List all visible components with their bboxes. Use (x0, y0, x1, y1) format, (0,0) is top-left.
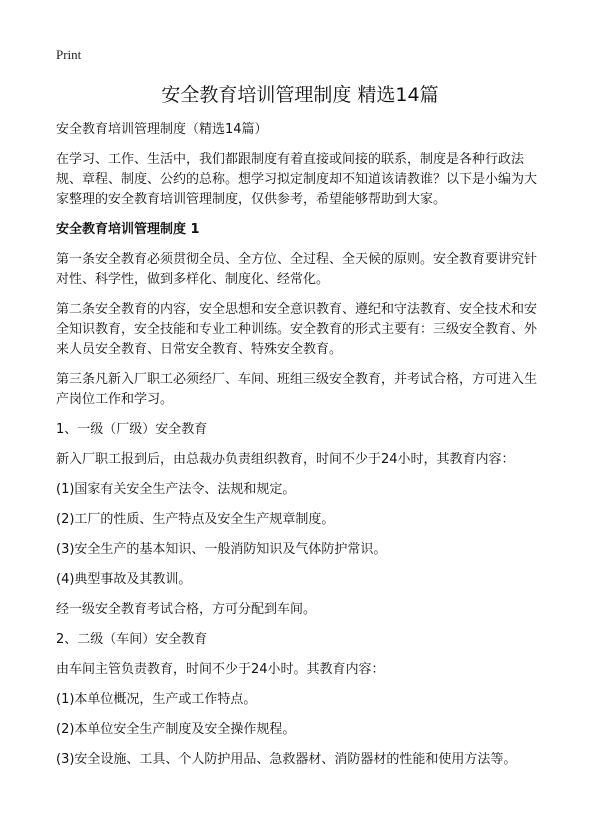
list-item: (2)本单位安全生产制度及安全操作规程。 (56, 722, 296, 737)
section-heading: 安全教育培训管理制度 1 (56, 222, 200, 237)
list-item: 1、一级（厂级）安全教育 (56, 422, 208, 437)
article-body (56, 120, 548, 780)
list-item: 2、二级（车间）安全教育 (56, 632, 208, 647)
list-item: 新入厂职工报到后，由总裁办负责组织教育，时间不少于24小时，其教育内容： (56, 452, 515, 467)
paragraph-article-3: 第三条凡新入厂职工必须经厂、车间、班组三级安全教育，并考试合格，方可进入生产岗位工作和学习。 (56, 372, 538, 407)
list-item: (2)工厂的性质、生产特点及安全生产规章制度。 (56, 512, 335, 527)
list-item: (3)安全生产的基本知识、一般消防知识及气体防护常识。 (56, 542, 387, 557)
article-subtitle: 安全教育培训管理制度（精选14篇） (56, 122, 268, 137)
page-title: 安全教育培训管理制度 精选14篇 (161, 84, 439, 106)
list-item: 经一级安全教育考试合格，方可分配到车间。 (56, 602, 317, 617)
list-item: (1)本单位概况，生产或工作特点。 (56, 692, 257, 707)
list-item: 由车间主管负责教育，时间不少于24小时。其教育内容： (56, 662, 385, 677)
paragraph-article-1: 第一条安全教育必须贯彻全员、全方位、全过程、全天候的原则。安全教育要讲究针对性、科学性，做到多样化、制度化、经常化。 (56, 252, 538, 287)
paragraph-article-2: 第二条安全教育的内容，安全思想和安全意识教育、遵纪和守法教育、安全技术和安全知识教育，安全技能和专业工种训练。安全教育的形式主要有：三级安全教育、外来人员安全教育、日常安全教育、特殊安全教育。 (56, 302, 538, 357)
print-link[interactable]: Print (56, 47, 82, 62)
list-item: (3)安全设施、工具、个人防护用品、急救器材、消防器材的性能和使用方法等。 (56, 752, 517, 767)
list-item: (4)典型事故及其教训。 (56, 572, 192, 587)
list-item: (1)国家有关安全生产法令、法规和规定。 (56, 482, 296, 497)
intro-paragraph: 在学习、工作、生活中，我们都跟制度有着直接或间接的联系，制度是各种行政法规、章程、制度、公约的总称。想学习拟定制度却不知道该请教谁？以下是小编为大家整理的安全教育培训管理制度，仅供参考，希望能够帮助到大家。 (56, 152, 538, 207)
